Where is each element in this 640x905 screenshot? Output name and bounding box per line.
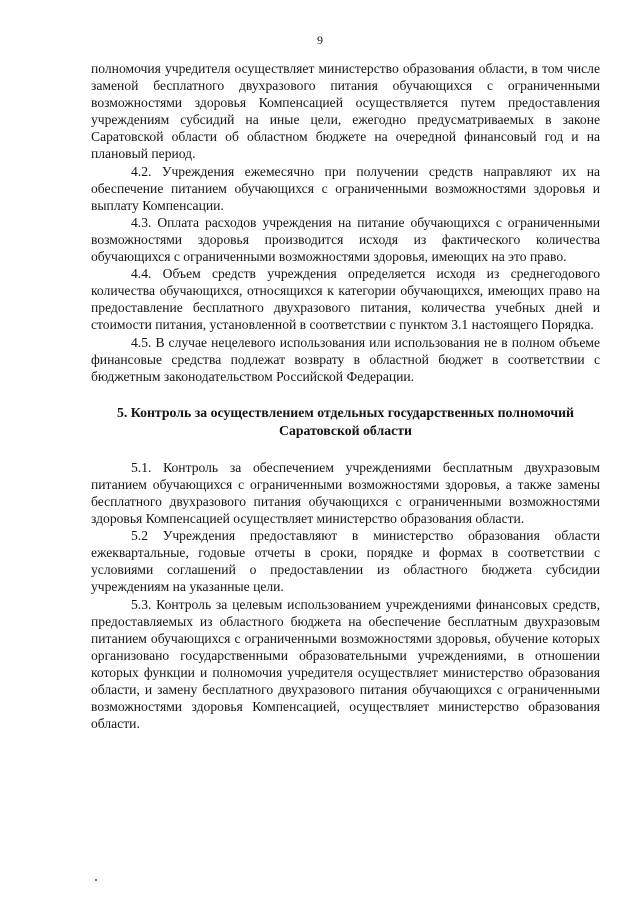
section-heading: 5. Контроль за осуществлением отдельных государственных полномочий Саратовской области [116, 404, 575, 438]
paragraph-4-4: 4.4. Объем средств учреждения определяется исходя из среднегодового количества обучающихся, относящихся к категории обучающихся, имеющих право на предоставление бесплатного двухразового питания, количества учебных дней и стоимости питания, установленной в соответствии с пунктом 3.1 настоящего Порядка. [91, 266, 600, 333]
paragraph-5-3: 5.3. Контроль за целевым использованием учреждениями финансовых средств, предоставляемых из областного бюджета на обеспечение бесплатным двухразовым питанием обучающихся с ограниченными возможностями здоровья, обучение которых организовано государственными образовательными учреждениями, в отношении которых функции и полномочия учредителя осуществляет министерство образования области, и замену бесплатного двухразового питания обучающихся с ограниченными возможностями здоровья Компенсацией, осуществляет министерство образования области. [91, 596, 600, 732]
paragraph-5-2: 5.2 Учреждения предоставляют в министерство образования области ежеквартальные, годовые отчеты в сроки, порядке и формах в соответствии с условиями соглашений о предоставлении из областного бюджета субсидии учреждениям на указанные цели. [91, 528, 600, 595]
scan-speck [95, 879, 97, 881]
paragraph-5-1: 5.1. Контроль за обеспечением учреждениями бесплатным двухразовым питанием обучающихся с ограниченными возможностями здоровья, а также замены бесплатного двухразового питания обучающихся с ограниченными возможностями здоровья Компенсацией осуществляет министерство образования области. [91, 459, 600, 527]
paragraph-4-5: 4.5. В случае нецелевого использования или использования не в полном объеме финансовые средства подлежат возврату в областной бюджет в соответствии с бюджетным законодательством Российской Федерации. [91, 334, 600, 384]
paragraph-4-2: 4.2. Учреждения ежемесячно при получении средств направляют их на обеспечение питанием обучающихся с ограниченными возможностями здоровья и выплату Компенсации. [91, 163, 600, 213]
document-body [91, 60, 600, 732]
page-number: 9 [317, 33, 323, 47]
paragraph-4-3: 4.3. Оплата расходов учреждения на питание обучающихся с ограниченными возможностями здоровья производится исходя из фактического количества обучающихся с ограниченными возможностями здоровья, имеющих на это право. [91, 214, 600, 265]
paragraph-continuation: полномочия учредителя осуществляет министерство образования области, в том числе заменой бесплатного двухразового питания обучающихся с ограниченными возможностями здоровья Компенсацией осуществляется путем предоставления учреждениям субсидий на иные цели, ежегодно предусматриваемых в законе Саратовской области об областном бюджете на очередной финансовый год и на плановый период. [91, 61, 600, 162]
